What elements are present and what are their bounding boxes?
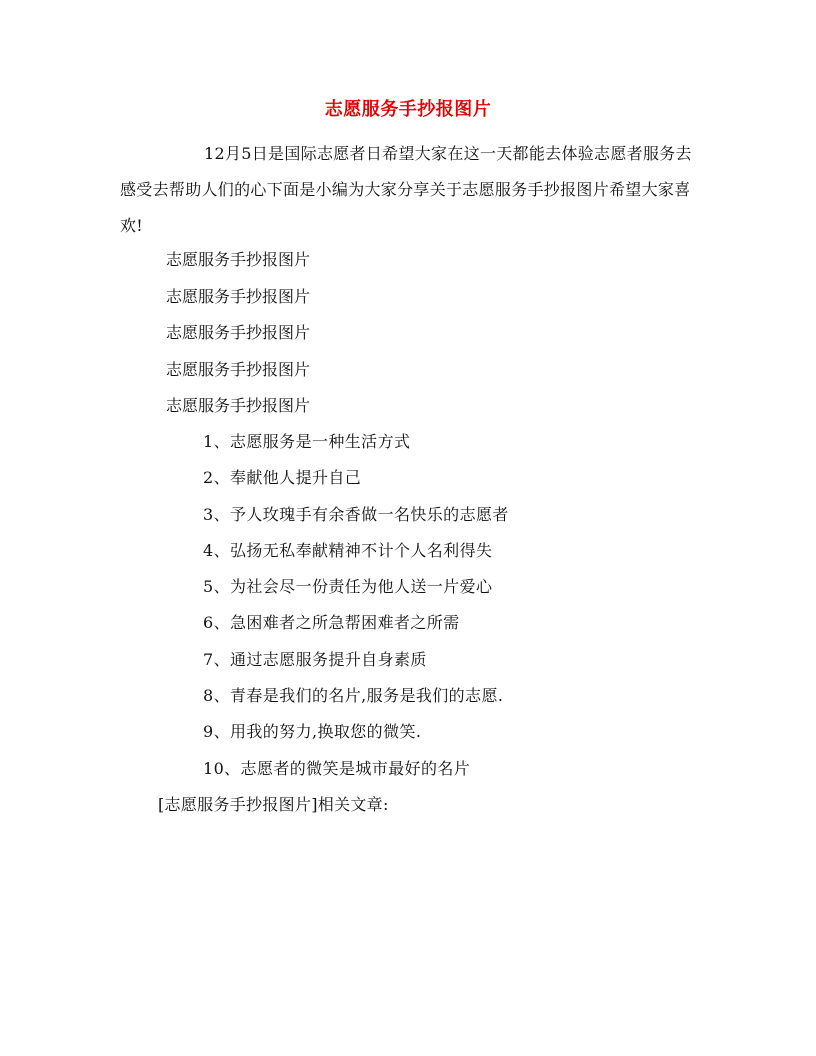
image-caption: 志愿服务手抄报图片 — [166, 359, 311, 379]
image-caption-list — [166, 242, 310, 425]
related-articles-label: [志愿服务手抄报图片]相关文章: — [158, 795, 389, 814]
slogan-list — [203, 424, 509, 787]
slogan-item: 4、弘扬无私奉献精神不计个人名利得失 — [203, 540, 493, 560]
image-caption: 志愿服务手抄报图片 — [166, 323, 311, 342]
intro-paragraph: 12月5日是国际志愿者日希望大家在这一天都能去体验志愿者服务去感受去帮助人们的心下面是小编为大家分享关于志愿服务手抄报图片希望大家喜欢! — [120, 144, 692, 235]
slogan-item: 6、急困难者之所急帮困难者之所需 — [203, 613, 460, 633]
slogan-item: 1、志愿服务是一种生活方式 — [203, 432, 411, 451]
document-title: 志愿服务手抄报图片 — [324, 99, 492, 120]
slogan-item: 7、通过志愿服务提升自身素质 — [203, 649, 427, 669]
image-caption: 志愿服务手抄报图片 — [166, 286, 311, 306]
slogan-item: 10、志愿者的微笑是城市最好的名片 — [203, 758, 471, 778]
slogan-item: 9、用我的努力,换取您的微笑. — [203, 722, 422, 742]
image-caption: 志愿服务手抄报图片 — [166, 250, 311, 269]
slogan-item: 5、为社会尽一份责任为他人送一片爱心 — [203, 577, 493, 597]
slogan-item: 3、予人玫瑰手有余香做一名快乐的志愿者 — [203, 504, 509, 524]
slogan-item: 2、奉献他人提升自己 — [203, 468, 362, 488]
slogan-item: 8、青春是我们的名片,服务是我们的志愿. — [203, 686, 504, 706]
image-caption: 志愿服务手抄报图片 — [166, 396, 311, 415]
